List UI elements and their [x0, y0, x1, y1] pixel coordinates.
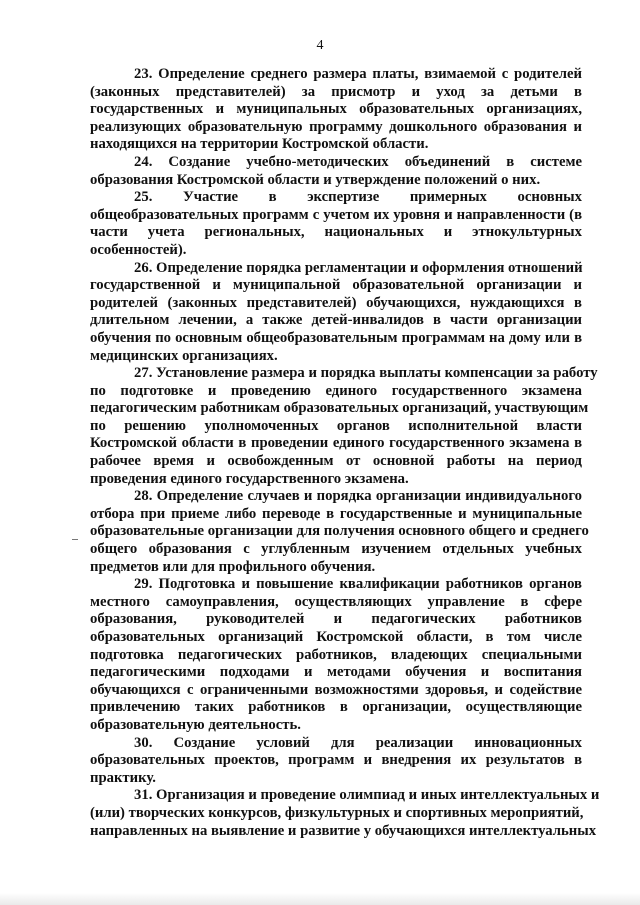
- text-line: 27. Установление размера и порядка выплаты компенсации за работу: [134, 365, 598, 382]
- text-line: рабочее время и освобожденным от основной работы на период: [90, 453, 582, 470]
- text-line: 24. Создание учебно-методических объединений в системе: [134, 153, 582, 170]
- text-line: государственной и муниципальной образовательной организации и: [90, 277, 582, 294]
- text-line: обучения по основным общеобразовательным программам на дому или в: [90, 329, 582, 346]
- text-line: практику.: [90, 769, 156, 786]
- text-line: длительном лечении, а также детей-инвалидов в части организации: [90, 312, 582, 329]
- text-line: по подготовке и проведению единого государственного экзамена: [90, 382, 582, 399]
- paragraph-p28: [90, 488, 589, 576]
- text-line: 26. Определение порядка регламентации и оформления отношений: [134, 259, 583, 276]
- text-line: предметов или для профильного обучения.: [90, 558, 376, 575]
- paragraph-p29: [90, 576, 582, 734]
- text-line: педагогическими подходами и методами обучения и воспитания: [90, 664, 582, 681]
- text-line: находящихся на территории Костромской области.: [90, 136, 429, 153]
- text-line: государственных и муниципальных образовательных организациях,: [90, 101, 582, 118]
- text-line: образовательных проектов, программ и внедрения их результатов в: [90, 752, 582, 769]
- text-line: 30. Создание условий для реализации инновационных: [134, 734, 582, 751]
- text-line: местного самоуправления, осуществляющих управление в сфере: [90, 593, 582, 610]
- paragraph-p24: [90, 154, 582, 189]
- text-line: части учета региональных, национальных и этнокультурных: [90, 224, 582, 241]
- text-line: (законных представителей) за присмотр и уход за детьми в: [90, 83, 582, 100]
- paragraph-p25: [90, 189, 582, 259]
- text-line: образования, руководителей и педагогических работников: [90, 611, 582, 628]
- text-line: особенностей).: [90, 241, 187, 258]
- margin-mark: [72, 539, 78, 540]
- page-number: 4: [316, 38, 324, 53]
- text-line: привлечению таких работников в организации, осуществляющие: [90, 699, 582, 716]
- text-line: (или) творческих конкурсов, физкультурных и спортивных мероприятий,: [90, 804, 584, 821]
- paragraph-p23: [90, 66, 582, 154]
- text-line: образования Костромской области и утверждение положений о них.: [90, 171, 541, 188]
- text-line: Костромской области в проведении единого государственного экзамена в: [90, 435, 582, 452]
- text-line: образовательные организации для получения основного общего и среднего: [90, 523, 589, 540]
- paragraph-p30: [90, 735, 582, 788]
- text-line: проведения единого государственного экзамена.: [90, 470, 409, 487]
- text-line: 31. Организация и проведение олимпиад и иных интеллектуальных и: [134, 787, 600, 804]
- document-body: [90, 66, 600, 840]
- paragraph-p31: [90, 787, 600, 840]
- text-line: общеобразовательных программ с учетом их уровня и направленности (в: [90, 206, 582, 223]
- text-line: 25. Участие в экспертизе примерных основных: [134, 189, 582, 206]
- paragraph-p27: [90, 365, 598, 488]
- text-line: 23. Определение среднего размера платы, взимаемой с родителей: [134, 66, 582, 82]
- scan-edge: [0, 893, 640, 905]
- text-line: обучающихся с ограниченными возможностями здоровья, и содействие: [90, 681, 582, 698]
- text-line: направленных на выявление и развитие у обучающихся интеллектуальных: [90, 822, 597, 839]
- text-line: отбора при приеме либо переводе в государственные и муниципальные: [90, 505, 582, 522]
- text-line: реализующих образовательную программу дошкольного образования и: [90, 118, 582, 135]
- text-line: образовательную деятельность.: [90, 716, 301, 733]
- text-line: подготовка педагогических работников, владеющих специальными: [90, 646, 582, 663]
- text-line: общего образования с углубленным изучением отдельных учебных: [90, 541, 582, 558]
- paragraph-p26: [90, 260, 582, 366]
- text-line: образовательных организаций Костромской области, в том числе: [90, 629, 582, 645]
- text-line: по решению уполномоченных органов исполнительной власти: [90, 417, 582, 434]
- text-line: педагогическим работникам образовательных организаций, участвующим: [90, 400, 589, 417]
- text-line: родителей (законных представителей) обучающихся, нуждающихся в: [90, 294, 582, 311]
- text-line: 28. Определение случаев и порядка организации индивидуального: [134, 488, 582, 505]
- text-line: медицинских организациях.: [90, 347, 278, 364]
- text-line: 29. Подготовка и повышение квалификации работников органов: [134, 576, 582, 593]
